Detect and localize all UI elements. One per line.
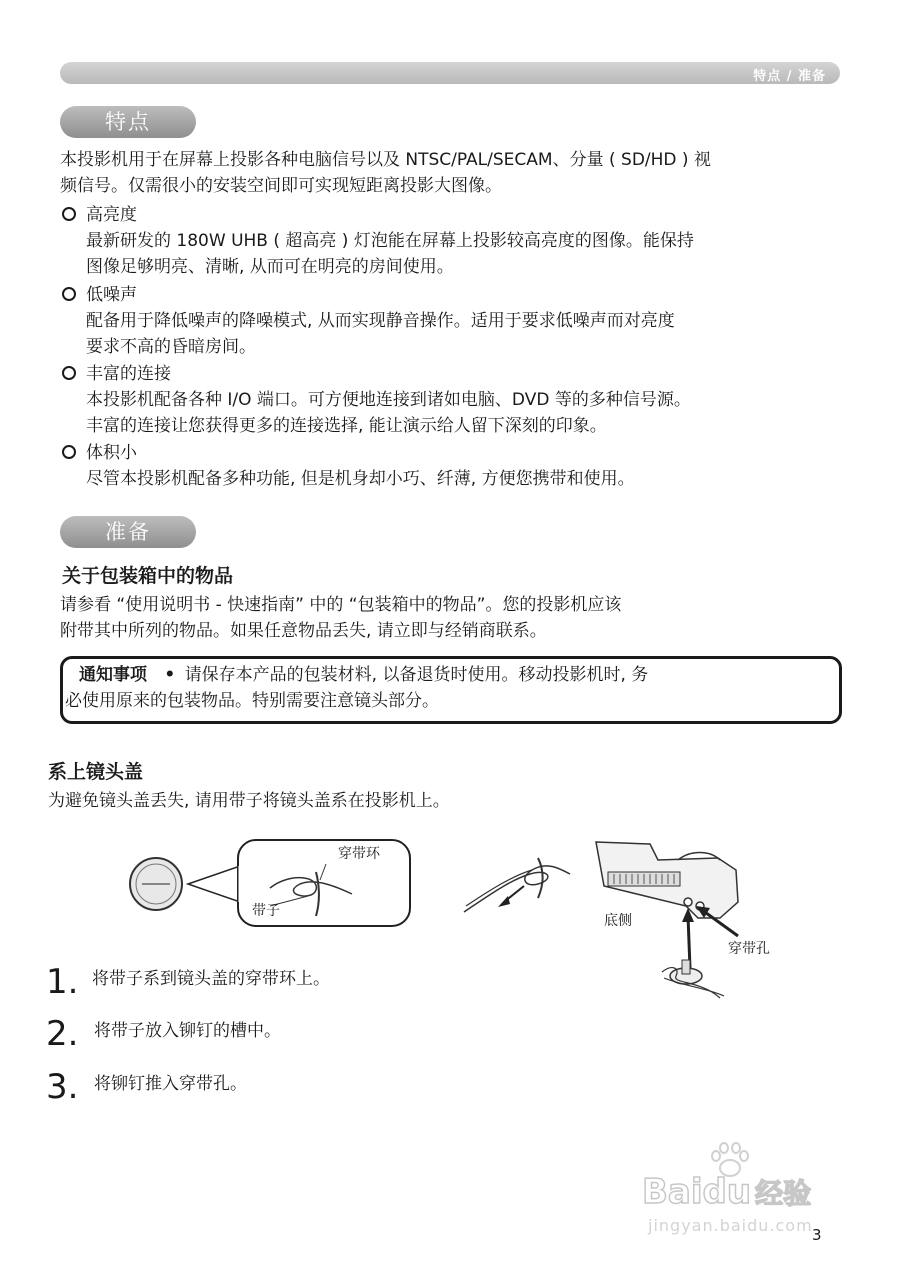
watermark-brand-cn: 经验 <box>755 1177 812 1210</box>
feature-title: 体积小 <box>86 443 137 463</box>
ring-bullet-icon <box>62 366 76 380</box>
notice-line: 请保存本产品的包装材料, 以备退货时使用。移动投影机时, 务 <box>184 665 649 685</box>
section-heading-features: 特点 <box>60 106 196 138</box>
feature-item <box>62 282 675 360</box>
intro-line: 频信号。仅需很小的安装空间即可实现短距离投影大图像。 <box>60 176 502 196</box>
watermark <box>640 1140 850 1240</box>
label-bottom-side: 底侧 <box>604 913 632 929</box>
step-text: 将带子放入铆钉的槽中。 <box>94 1021 281 1041</box>
page-number: 3 <box>812 1226 822 1244</box>
step-text: 将铆钉推入穿带孔。 <box>94 1074 247 1094</box>
features-intro <box>60 147 711 199</box>
intro-line: 本投影机用于在屏幕上投影各种电脑信号以及 NTSC/PAL/SECAM、分量 ( SD/HD ) 视 <box>60 150 711 170</box>
feature-line: 本投影机配备各种 I/O 端口。可方便地连接到诸如电脑、DVD 等的多种信号源。 <box>86 390 691 410</box>
rivet-strap-icon <box>662 960 724 998</box>
package-title: 关于包装箱中的物品 <box>62 565 234 587</box>
ring-bullet-icon <box>62 287 76 301</box>
ring-bullet-icon <box>62 445 76 459</box>
feature-title: 低噪声 <box>86 285 137 305</box>
package-line: 请参看 “使用说明书 - 快速指南” 中的 “包装箱中的物品”。您的投影机应该 <box>60 595 622 615</box>
ring-bullet-icon <box>62 207 76 221</box>
feature-line: 配备用于降低噪声的降噪模式, 从而实现静音操作。适用于要求低噪声而对亮度 <box>86 311 675 331</box>
feature-item <box>62 361 691 439</box>
feature-item <box>62 440 635 492</box>
watermark-brand: Baidu <box>642 1172 752 1212</box>
feature-line: 最新研发的 180W UHB ( 超高亮 ) 灯泡能在屏幕上投影较高亮度的图像。能保持 <box>86 231 694 251</box>
notice-label: 通知事项 <box>79 665 147 685</box>
header-title: 特点 / 准备 <box>753 69 826 84</box>
step-number: 3. <box>46 1067 79 1107</box>
feature-line: 要求不高的昏暗房间。 <box>86 337 256 357</box>
step-number: 1. <box>46 962 79 1002</box>
step-number: 2. <box>46 1014 79 1054</box>
package-text <box>60 592 621 644</box>
step-text: 将带子系到镜头盖的穿带环上。 <box>92 969 330 989</box>
section-heading-preparation: 准备 <box>60 516 196 548</box>
notice-box <box>60 656 842 724</box>
feature-line: 丰富的连接让您获得更多的连接选择, 能让演示给人留下深刻的印象。 <box>86 416 607 436</box>
feature-line: 尽管本投影机配备多种功能, 但是机身却小巧、纤薄, 方便您携带和使用。 <box>86 469 635 489</box>
watermark-url: jingyan.baidu.com <box>648 1216 813 1235</box>
notice-bullet: • <box>164 665 176 685</box>
label-strap-hole: 穿带孔 <box>728 941 770 957</box>
label-strap: 带子 <box>252 903 280 919</box>
feature-title: 高亮度 <box>86 205 137 225</box>
lens-cap-title: 系上镜头盖 <box>48 761 144 783</box>
lens-cap-intro: 为避免镜头盖丢失, 请用带子将镜头盖系在投影机上。 <box>48 791 450 811</box>
lens-cap-icon <box>130 858 182 910</box>
label-strap-loop: 穿带环 <box>338 846 380 862</box>
header-bar <box>60 62 840 84</box>
package-line: 附带其中所列的物品。如果任意物品丢失, 请立即与经销商联系。 <box>60 621 547 641</box>
feature-line: 图像足够明亮、清晰, 从而可在明亮的房间使用。 <box>86 257 454 277</box>
notice-line: 必使用原来的包装物品。特别需要注意镜头部分。 <box>65 691 439 711</box>
strap-threading-illustration <box>458 850 578 920</box>
feature-item <box>62 202 694 280</box>
feature-title: 丰富的连接 <box>86 364 171 384</box>
